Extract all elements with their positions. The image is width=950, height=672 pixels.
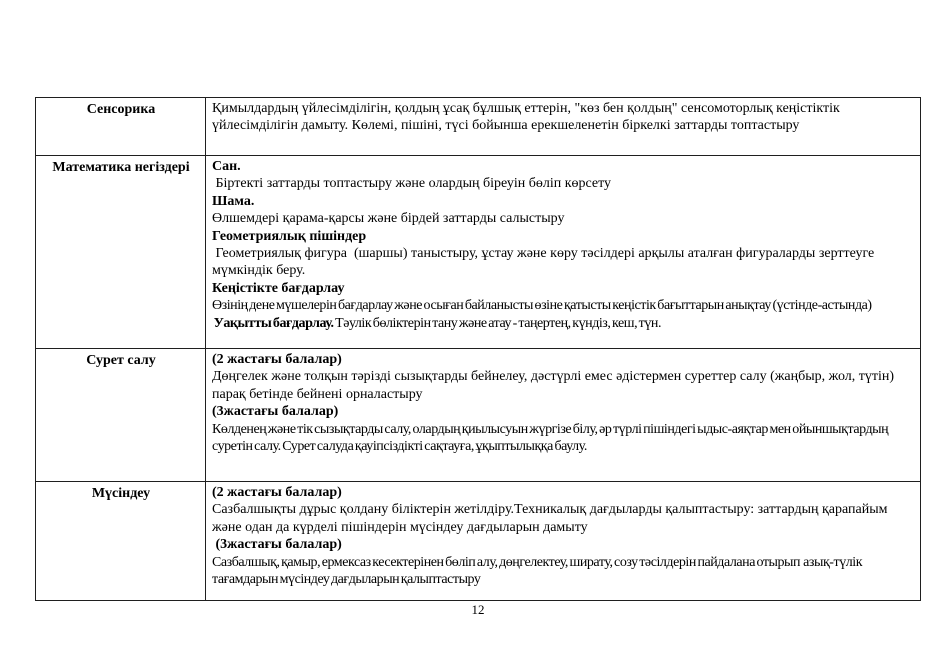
content-line bbox=[212, 315, 915, 332]
content-run-bold: Геометриялық пішіндер bbox=[212, 228, 367, 244]
content-run: Тәулік бөліктерін тану және атау - таңертең, күндіз, кеш, түн. bbox=[333, 315, 661, 331]
content-run: Қимылдардың үйлесімділігін, қолдың ұсақ бұлшық еттерін, "көз бен қолдың" сенсомоторлық кеңістіктік үйлесімділігін дамыту. Көлемі, пішіні, түсі бойынша ерекшеленетін біркелкі заттарды топтастыру bbox=[212, 101, 844, 134]
content-line bbox=[212, 100, 915, 135]
content-run-bold: Сан. bbox=[212, 159, 241, 174]
content-line bbox=[212, 368, 915, 403]
curriculum-table-body bbox=[36, 98, 921, 601]
content-run: Дөңгелек және толқын тәрізді сызықтарды бейнелеу, дәстүрлі емес әдістермен суреттер салу (жаңбыр, жол, түтін) парақ бетінде бейнені орналастыру bbox=[212, 369, 898, 402]
content-cell bbox=[206, 482, 921, 601]
content-run: Өлшемдері қарама-қарсы және бірдей заттарды салыстыру bbox=[212, 211, 565, 227]
content-run: Көлденең және тік сызықтарды салу, олардың қиылысуын жүргізе білу, әр түрлі пішіндегі ыдыс-аяқтар мен ойыншықтардың суретін салу. Сурет салуда қауіпсіздікті сақтауға, ұқыптылыққа баулу. bbox=[212, 421, 892, 455]
content-line bbox=[212, 554, 915, 589]
table-row bbox=[36, 156, 921, 349]
content-line bbox=[212, 297, 915, 314]
content-line bbox=[212, 536, 915, 553]
content-line bbox=[212, 403, 915, 420]
content-line bbox=[212, 501, 915, 536]
category-cell: Сурет салу bbox=[36, 349, 206, 482]
content-run: Геометриялық фигура (шаршы) таныстыру, ұстау және көру тәсілдері арқылы аталған фигураларды зерттеуге мүмкіндік беру. bbox=[212, 246, 878, 279]
content-run-bold: Уақытты бағдарлау. bbox=[212, 315, 334, 331]
content-line bbox=[212, 158, 915, 175]
content-cell bbox=[206, 98, 921, 156]
content-line bbox=[212, 175, 915, 192]
content-run-bold: (2 жастағы балалар) bbox=[212, 485, 342, 500]
content-run-bold: (2 жастағы балалар) bbox=[212, 352, 342, 367]
category-cell: Сенсорика bbox=[36, 98, 206, 156]
content-run: Сазбалшықты дұрыс қолдану біліктерін жетілдіру.Техникалық дағдыларды қалыптастыру: заттардың қарапайым және одан да күрделі пішіндерін мүсіндеу дағдыларын дамыту bbox=[212, 502, 891, 535]
content-line bbox=[212, 193, 915, 210]
content-cell bbox=[206, 349, 921, 482]
content-run-bold: (3жастағы балалар) bbox=[212, 404, 339, 420]
content-line bbox=[212, 421, 915, 456]
content-line bbox=[212, 351, 915, 368]
content-line bbox=[212, 228, 915, 245]
content-line bbox=[212, 245, 915, 280]
content-run: Сазбалшық, қамыр, ермексаз кесектерінен бөліп алу, дөңгелектеу, ширату, созу тәсілдерін пайдалана отырып азық-түлік тағамдарын мүсіндеу дағдыларын қалыптастыру bbox=[212, 554, 864, 588]
content-run-bold: (3жастағы балалар) bbox=[212, 537, 342, 553]
page-number: 12 bbox=[471, 602, 485, 617]
content-cell bbox=[206, 156, 921, 349]
content-line bbox=[212, 210, 915, 227]
table-row bbox=[36, 349, 921, 482]
table-row bbox=[36, 98, 921, 156]
table-row bbox=[36, 482, 921, 601]
content-run: Біртекті заттарды топтастыру және олардың біреуін бөліп көрсету bbox=[212, 176, 612, 192]
category-cell: Мүсіндеу bbox=[36, 482, 206, 601]
content-run-bold: Кеңістікте бағдарлау bbox=[212, 280, 345, 296]
curriculum-table bbox=[35, 97, 921, 601]
content-line bbox=[212, 280, 915, 297]
content-line bbox=[212, 484, 915, 501]
category-cell: Математика негіздері bbox=[36, 156, 206, 349]
content-run: Өзінің дене мүшелерін бағдарлау және осыған байланысты өзіне қатысты кеңістік бағыттарын анықтау (үстінде-астында) bbox=[212, 298, 872, 314]
content-run-bold: Шама. bbox=[212, 193, 255, 209]
